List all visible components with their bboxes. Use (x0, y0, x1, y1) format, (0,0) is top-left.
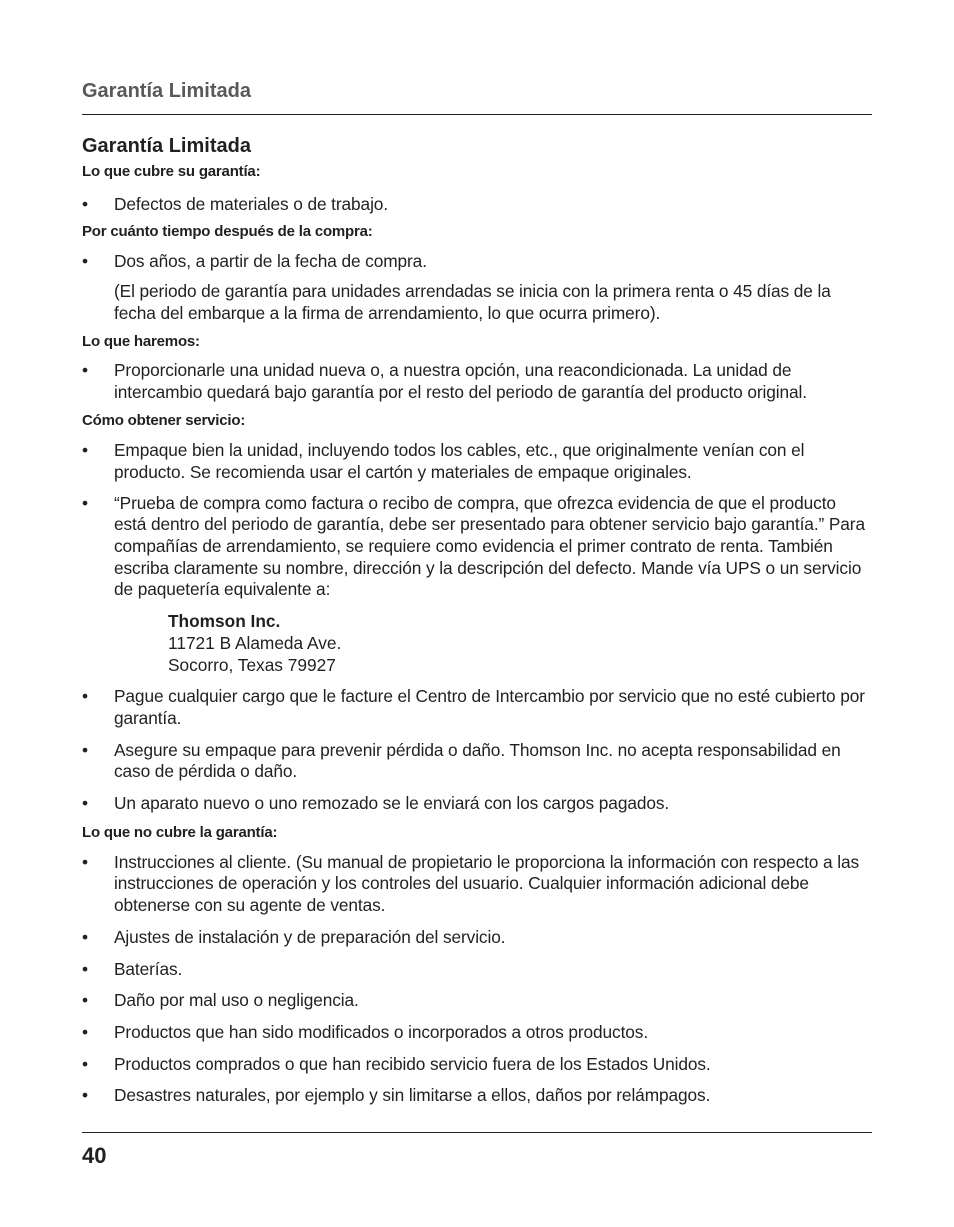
bullet-icon: • (82, 1053, 88, 1074)
list-item: • Daño por mal uso o negligencia. (82, 990, 359, 1011)
bullet-icon: • (82, 990, 88, 1011)
list-item: • “Prueba de compra como factura o recibo de compra, que ofrezca evidencia de que el producto está dentro del periodo de garantía, debe ser presentado para obtener servicio bajo garantía.” Para compañías de arrendamiento, se requiere como evidencia el primer contrato de renta. También escriba claramente su nombre, dirección y la descripción del defecto. Mande vía UPS o un servicio de paquetería equivalente a: (82, 492, 865, 600)
list-item: • Instrucciones al cliente. (Su manual de propietario le proporciona la información con respecto a las instrucciones de operación y los controles del usuario. Cualquier información adicional debe obtenerse con su agente de ventas. (82, 851, 860, 916)
bullet-icon: • (82, 793, 88, 814)
list-item: • Empaque bien la unidad, incluyendo todos los cables, etc., que originalmente venían con el producto. Se recomienda usar el cartón y materiales de empaque originales. (82, 440, 805, 482)
list-item: • Asegure su empaque para prevenir pérdida o daño. Thomson Inc. no acepta responsabilidad en caso de pérdida o daño. (82, 739, 841, 782)
address-street: 11721 B Alameda Ave. (168, 632, 342, 653)
shipping-address (82, 611, 872, 676)
bullet-icon: • (82, 1021, 88, 1042)
warranty-section (82, 134, 872, 1107)
bullet-icon: • (82, 359, 88, 380)
address-city: Socorro, Texas 79927 (168, 654, 336, 675)
running-header: Garantía Limitada (82, 80, 251, 102)
list-item: • Un aparato nuevo o uno remozado se le enviará con los cargos pagados. (82, 793, 670, 814)
bullet-icon: • (82, 492, 88, 513)
list-item: • Ajustes de instalación y de preparación del servicio. (82, 926, 506, 947)
list-item: • Desastres naturales, por ejemplo y sin limitarse a ellos, daños por relámpagos. (82, 1085, 711, 1106)
coverage-heading: Lo que cubre su garantía: (82, 163, 261, 180)
exclusions-heading: Lo que no cubre la garantía: (82, 823, 278, 841)
bullet-icon: • (82, 686, 88, 707)
bullet-icon: • (82, 851, 88, 872)
address-company: Thomson Inc. (168, 611, 281, 632)
duration-heading: Por cuánto tiempo después de la compra: (82, 222, 373, 240)
page-number: 40 (82, 1143, 107, 1168)
bullet-icon: • (82, 739, 88, 760)
bullet-icon: • (82, 440, 88, 461)
list-item: • Defectos de materiales o de trabajo. (82, 194, 389, 214)
bullet-icon: • (82, 250, 88, 271)
list-item: • Baterías. (82, 958, 183, 979)
list-item: • Productos comprados o que han recibido servicio fuera de los Estados Unidos. (82, 1053, 711, 1074)
list-item: • Pague cualquier cargo que le facture el Centro de Intercambio por servicio que no esté cubierto por garantía. (82, 686, 865, 728)
lease-note: (El periodo de garantía para unidades arrendadas se inicia con la primera renta o 45 días de la fecha del embarque a la firma de arrendamiento, lo que ocurra primero). (114, 281, 831, 324)
section-title: Garantía Limitada (82, 135, 251, 157)
bullet-icon: • (82, 958, 88, 979)
header-rule (82, 114, 872, 115)
service-heading: Cómo obtener servicio: (82, 412, 246, 430)
bullet-icon: • (82, 1085, 88, 1106)
what-we-do-heading: Lo que haremos: (82, 332, 200, 350)
bullet-icon: • (82, 194, 88, 214)
list-item: • Proporcionarle una unidad nueva o, a nuestra opción, una reacondicionada. La unidad de intercambio quedará bajo garantía por el resto del periodo de garantía del producto original. (82, 359, 807, 402)
list-item: • Productos que han sido modificados o incorporados a otros productos. (82, 1021, 649, 1042)
bullet-icon: • (82, 926, 88, 947)
footer-rule (82, 1132, 872, 1133)
list-item: • Dos años, a partir de la fecha de compra. (82, 250, 427, 271)
